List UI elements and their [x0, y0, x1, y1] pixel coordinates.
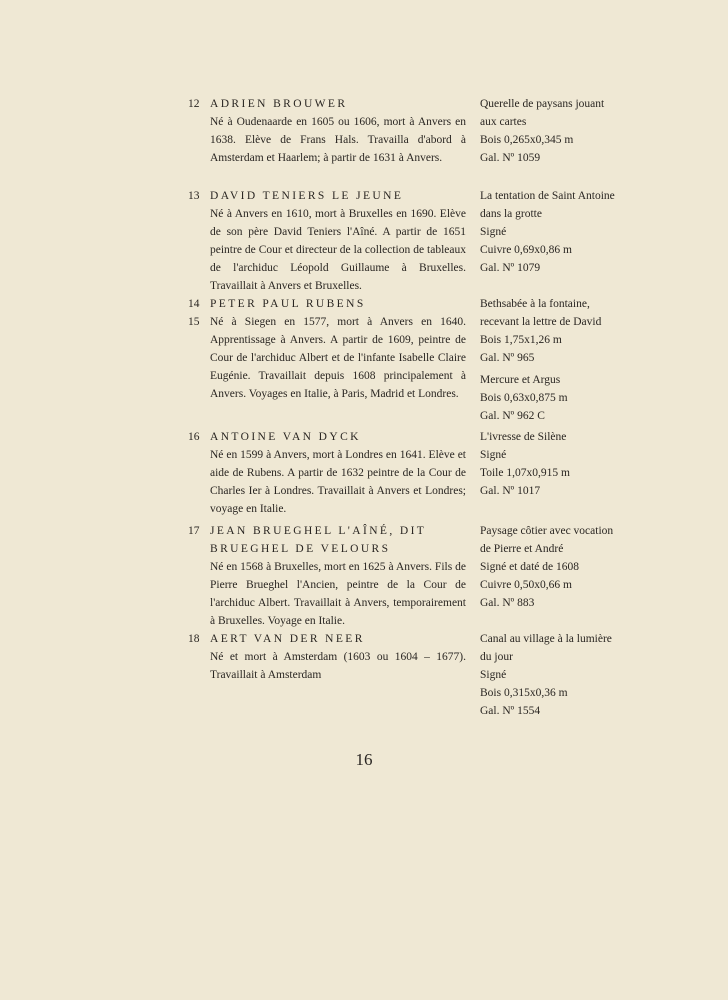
artwork-line: Paysage côtier avec vocation — [480, 525, 614, 537]
artwork-line: Cuivre 0,69x0,86 m — [480, 244, 572, 256]
artist-biography: Né à Oudenaarde en 1605 ou 1606, mort à Anvers en 1638. Elève de Frans Hals. Travailla d'abord à Amsterdam et Haarlem; à partir de 1631 à Anvers. — [210, 116, 466, 164]
artwork-line: Signé — [480, 226, 507, 238]
artwork-line: du jour — [480, 651, 513, 663]
artwork-list — [480, 95, 650, 167]
catalog-number-text: 15 — [188, 316, 200, 328]
artwork-line: Gal. Nº 1017 — [480, 485, 541, 497]
artwork-line: Querelle de paysans jouant — [480, 98, 605, 110]
artist-block — [210, 522, 466, 630]
artist-name: DAVID TENIERS LE JEUNE — [210, 190, 404, 202]
artwork-line: recevant la lettre de David — [480, 316, 602, 328]
artist-biography: Né en 1599 à Anvers, mort à Londres en 1641. Elève et aide de Rubens. A partir de 1632 peintre de la Cour de Charles Ier à Londres. Travaillait à Anvers et Londres; voyage en Italie. — [210, 449, 466, 515]
artwork-line: Gal. Nº 1079 — [480, 262, 541, 274]
artwork-line: de Pierre et André — [480, 543, 564, 555]
artist-name: JEAN BRUEGHEL L'AÎNÉ, DIT BRUEGHEL DE VELOURS — [210, 525, 427, 555]
catalog-number-text: 14 — [188, 298, 200, 310]
artist-biography: Né à Siegen en 1577, mort à Anvers en 1640. Apprentissage à Anvers. A partir de 1609, peintre de Cour de l'archiduc Albert et de l'infante Isabelle Claire Eugénie. Travaillait depuis 1608 principalement à Anvers. Voyages en Italie, à Paris, Madrid et Londres. — [210, 316, 466, 400]
artwork-line: Gal. Nº 965 — [480, 352, 535, 364]
page-number: 16 — [355, 750, 373, 769]
artist-biography: Né à Anvers en 1610, mort à Bruxelles en 1690. Elève de son père David Teniers l'Aîné. A partir de 1651 peintre de Cour et directeur de la collection de tableaux de l'archiduc Léopold Guillaume à Bruxelles. Travaillait à Anvers et Bruxelles. — [210, 208, 466, 292]
artwork-list — [480, 428, 650, 500]
artist-name: ANTOINE VAN DYCK — [210, 431, 361, 443]
artwork-list — [480, 522, 650, 612]
artwork — [480, 187, 650, 277]
artwork — [480, 371, 650, 425]
catalog-number — [188, 187, 200, 205]
artwork-line: Canal au village à la lumière — [480, 633, 612, 645]
catalog-number-text: 16 — [188, 431, 200, 443]
artist-block — [210, 187, 466, 295]
catalog-number — [188, 630, 200, 648]
artwork — [480, 630, 650, 720]
artwork-line: Signé — [480, 449, 507, 461]
artist-name: ADRIEN BROUWER — [210, 98, 348, 110]
artist-block — [210, 630, 466, 684]
artwork — [480, 295, 650, 367]
catalog-number-text: 18 — [188, 633, 200, 645]
artwork-line: Gal. Nº 962 C — [480, 410, 545, 422]
catalog-number — [188, 428, 200, 446]
artwork-line: Cuivre 0,50x0,66 m — [480, 579, 572, 591]
artwork-line: L'ivresse de Silène — [480, 431, 567, 443]
catalog-number-text: 17 — [188, 525, 200, 537]
artwork-line: Bois 0,63x0,875 m — [480, 392, 568, 404]
artist-name: AERT VAN DER NEER — [210, 633, 365, 645]
artwork-list — [480, 630, 650, 720]
artwork-list — [480, 187, 650, 277]
artwork-line: Gal. Nº 1059 — [480, 152, 541, 164]
catalog-number — [188, 522, 200, 540]
catalog-number-text: 12 — [188, 98, 200, 110]
artist-biography: Né en 1568 à Bruxelles, mort en 1625 à Anvers. Fils de Pierre Brueghel l'Ancien, peintre de la Cour de l'archiduc Albert. Travaillait à Anvers, temporairement à Bruxelles. Voyage en Italie. — [210, 561, 466, 627]
artwork-line: Gal. Nº 1554 — [480, 705, 541, 717]
artist-block — [210, 295, 466, 403]
artist-name: PETER PAUL RUBENS — [210, 298, 366, 310]
artwork — [480, 95, 650, 167]
artwork-line: Bois 1,75x1,26 m — [480, 334, 562, 346]
artwork-line: Bois 0,315x0,36 m — [480, 687, 568, 699]
artist-block — [210, 428, 466, 518]
artwork-list — [480, 295, 650, 425]
catalog-number — [188, 95, 200, 113]
artwork — [480, 522, 650, 612]
artwork-line: Bois 0,265x0,345 m — [480, 134, 574, 146]
artwork-line: La tentation de Saint Antoine — [480, 190, 615, 202]
artwork-line: Signé et daté de 1608 — [480, 561, 580, 573]
artwork-line: Signé — [480, 669, 507, 681]
catalog-number-text: 13 — [188, 190, 200, 202]
artwork-line: dans la grotte — [480, 208, 542, 220]
artist-block — [210, 95, 466, 167]
artwork — [480, 428, 650, 500]
artist-biography: Né et mort à Amsterdam (1603 ou 1604 – 1677). Travaillait à Amsterdam — [210, 651, 466, 681]
artwork-line: Gal. Nº 883 — [480, 597, 535, 609]
artwork-line: Bethsabée à la fontaine, — [480, 298, 590, 310]
artwork-line: Toile 1,07x0,915 m — [480, 467, 570, 479]
catalog-number — [188, 295, 200, 331]
artwork-line: Mercure et Argus — [480, 374, 561, 386]
artwork-line: aux cartes — [480, 116, 527, 128]
